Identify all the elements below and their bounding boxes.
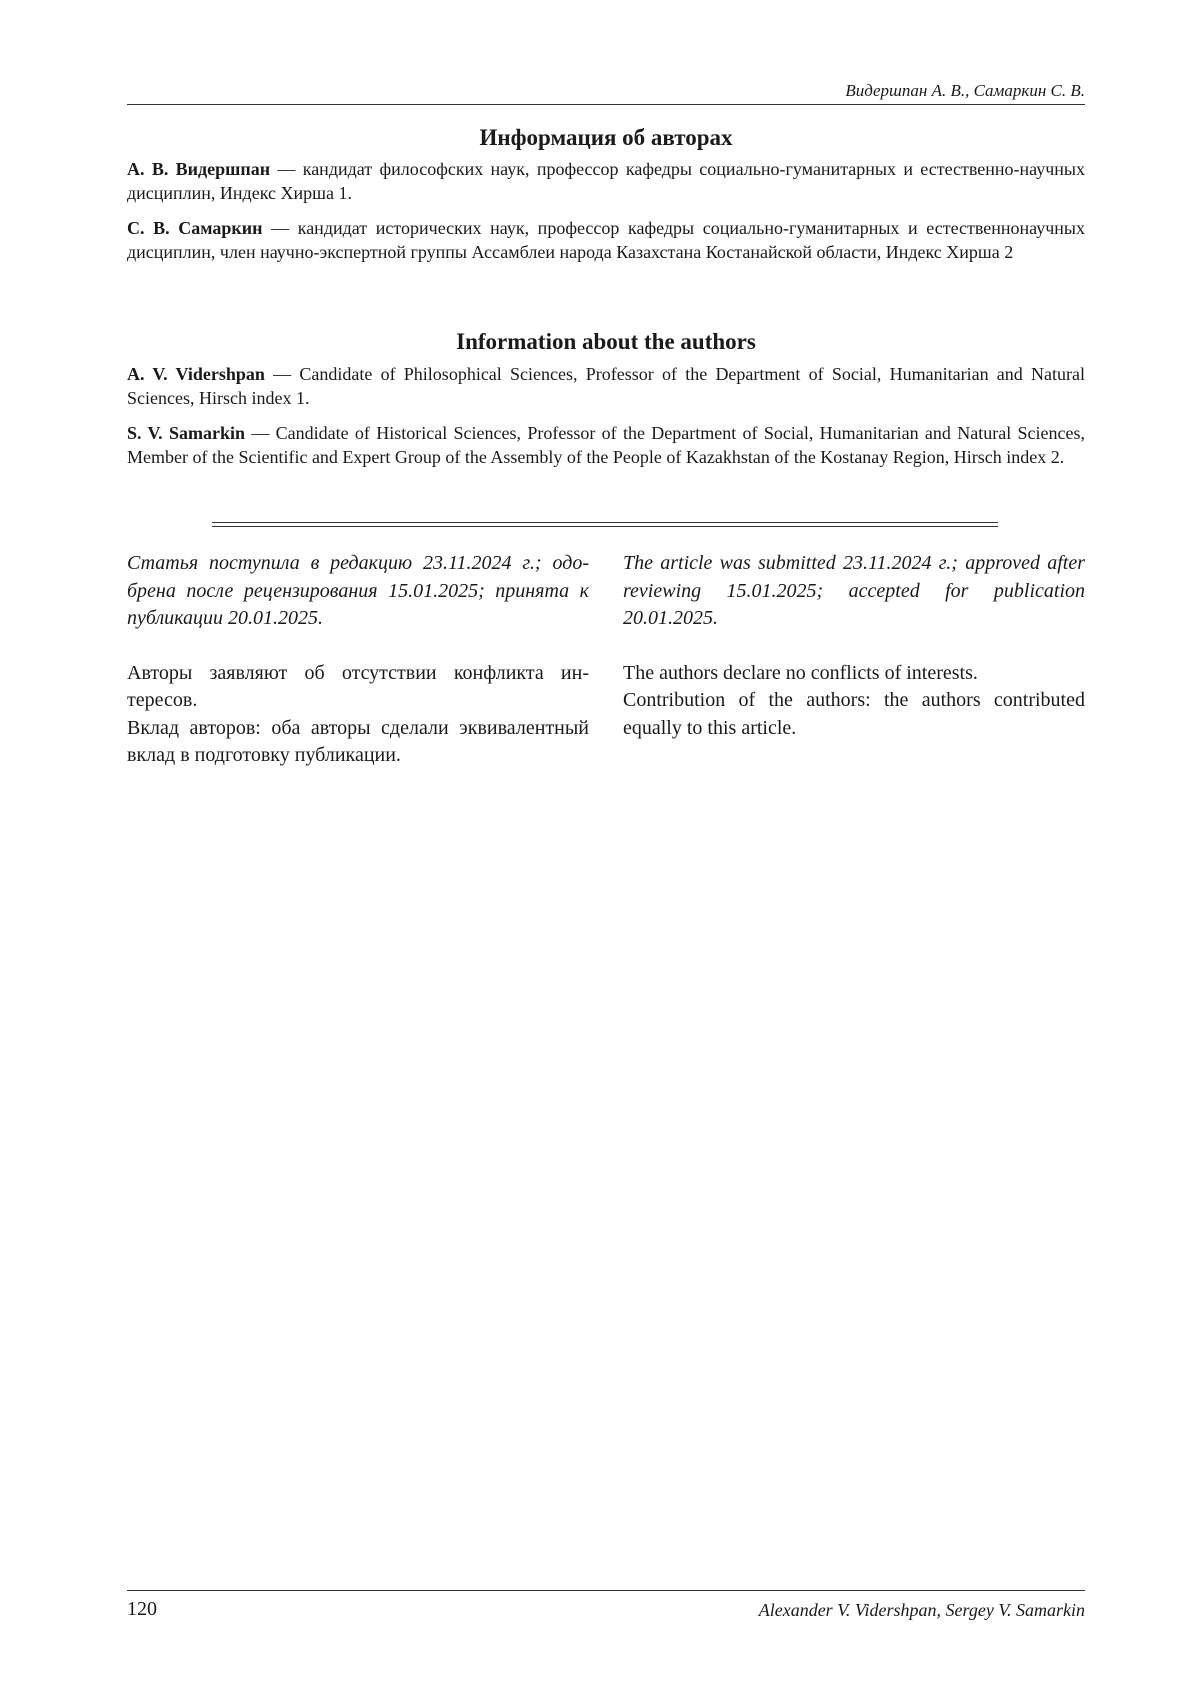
author-description: — кандидат исторических наук, профессор кафедры социально-гуманитарных и естественнонаучных дисциплин, член научно-экспертной группы Ассамблеи народа Казахстана Костанайской области, Индекс Хирша 2 [127,218,1086,262]
author-name: A. V. Vidershpan [127,364,265,384]
notes-column-en [623,550,1085,742]
conflict-statement-en: The authors declare no conflicts of interests. [623,661,978,684]
author-name: С. В. Самаркин [127,218,263,238]
running-foot: Alexander V. Vidershpan, Sergey V. Samarkin [758,1600,1085,1620]
author-name: S. V. Samarkin [127,423,246,443]
author-description: — Candidate of Philosophical Sciences, Professor of the Department of Social, Humanitarian and Natural Sciences, Hirsch index 1. [127,364,1086,408]
page-number: 120 [127,1598,157,1620]
article-dates-ru: Статья поступила в редакцию 23.11.2024 г.; одобрена после рецензирования 15.01.2025; принята к публикации 20.01.2025. [127,552,589,629]
section-divider [212,522,998,527]
notes-column-ru [127,550,589,770]
contribution-statement-en: Contribution of the authors: the authors contributed equally to this article. [623,689,1085,739]
author-info-ru-2 [127,216,1085,264]
footer-rule [127,1590,1085,1591]
conflict-statement-ru: Авторы заявляют об отсутствии конфликта интересов. [127,661,589,711]
running-head: Видершпан А. В., Самаркин С. В. [845,81,1085,100]
authors-info-title-ru: Информация об авторах [479,125,733,150]
article-dates-en: The article was submitted 23.11.2024 г.; approved after reviewing 15.01.2025; accepted for publication 20.01.2025. [623,552,1085,629]
author-description: — Candidate of Historical Sciences, Professor of the Department of Social, Humanitarian and Natural Sciences, Member of the Scientific and Expert Group of the Assembly of the People of Kazakhstan of the Kostanay Region, Hirsch index 2. [127,423,1085,467]
author-info-ru-1 [127,157,1085,205]
author-info-en-1 [127,362,1085,410]
contribution-statement-ru: Вклад авторов: оба авторы сделали эквивалентный вклад в подготовку публикации. [127,716,589,766]
author-description: — кандидат философских наук, профессор кафедры социально-гуманитарных и естественно-научных дисциплин, Индекс Хирша 1. [127,159,1085,203]
author-name: А. В. Видершпан [127,159,271,179]
authors-info-title-en: Information about the authors [456,329,756,354]
author-info-en-2 [127,421,1085,469]
header-rule [127,104,1085,105]
